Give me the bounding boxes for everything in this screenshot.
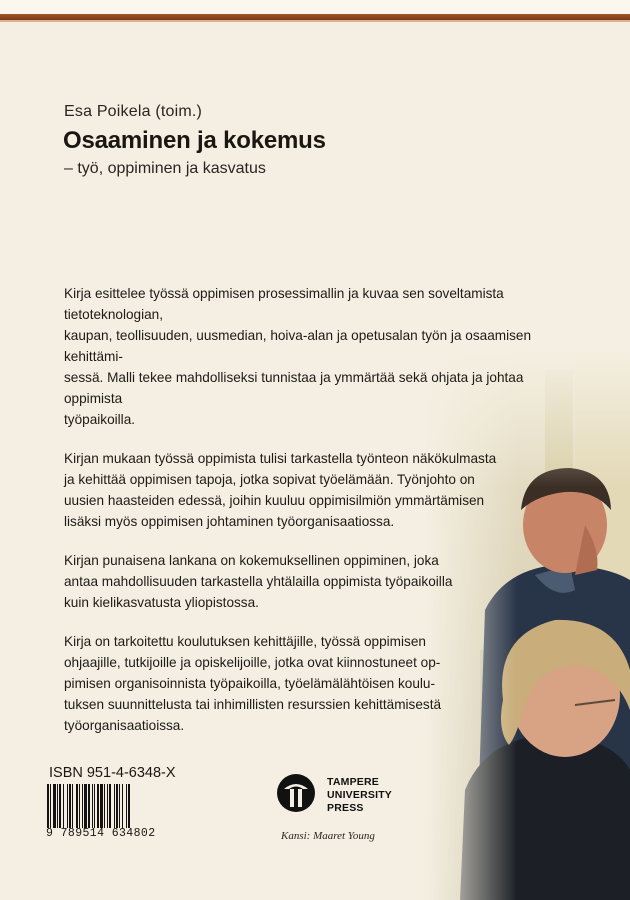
top-stripe-highlight — [0, 20, 630, 22]
top-band — [0, 0, 630, 14]
barcode-digits: 9 789514 634802 — [46, 827, 156, 840]
publisher-name — [327, 776, 392, 815]
isbn: ISBN 951-4-6348-X — [49, 765, 176, 781]
description — [64, 283, 584, 754]
tup-logo-icon — [276, 773, 316, 813]
publisher-name-line-3: PRESS — [327, 802, 364, 814]
barcode-icon — [46, 784, 174, 828]
description-paragraph-3: Kirjan punaisena lankana on kokemuksellinen oppiminen, joka antaa mahdollisuuden tarkastella yhtälailla oppimista työpaikoilla kuin kielikasvatusta yliopistossa. — [64, 553, 453, 610]
publisher-name-line-1: TAMPERE — [327, 776, 379, 788]
book-editor: Esa Poikela (toim.) — [64, 103, 203, 120]
book-title: Osaaminen ja kokemus — [63, 127, 326, 154]
publisher-name-line-2: UNIVERSITY — [327, 789, 393, 801]
description-paragraph-2: Kirjan mukaan työssä oppimista tulisi tarkastella työnteon näkökulmasta ja kehittää oppimisen tapoja, jotka sopivat työelämään. Työnjohto on uusien haasteiden edessä, joihin kuuluu oppimisilmiön ymmärtämisen lisäksi myös oppimisen johtaminen työorganisaatiossa. — [64, 451, 497, 529]
description-paragraph-4: Kirja on tarkoitettu koulutuksen kehittäjille, työssä oppimisen ohjaajille, tutkijoille ja opiskelijoille, jotka ovat kiinnostuneet op- pimisen organisoinnista työpaikoilla, työelämälähtöisen koulu- tuksen suunnittelusta tai inhimillisten resurssien kehittämisestä työorganisaatioissa. — [64, 634, 442, 733]
book-subtitle: – työ, oppiminen ja kasvatus — [64, 160, 266, 177]
cover-credit: Kansi: Maaret Young — [281, 830, 375, 842]
description-paragraph-1: Kirja esittelee työssä oppimisen prosessimallin ja kuvaa sen soveltamista tietoteknologian, kaupan, teollisuuden, uusmedian, hoiva-alan ja opetusalan työn ja osaamisen kehittämi- sessä. Malli tekee mahdolliseksi tunnistaa ja ymmärtää sekä ohjata ja johtaa oppimista työpaikoilla. — [64, 286, 532, 427]
